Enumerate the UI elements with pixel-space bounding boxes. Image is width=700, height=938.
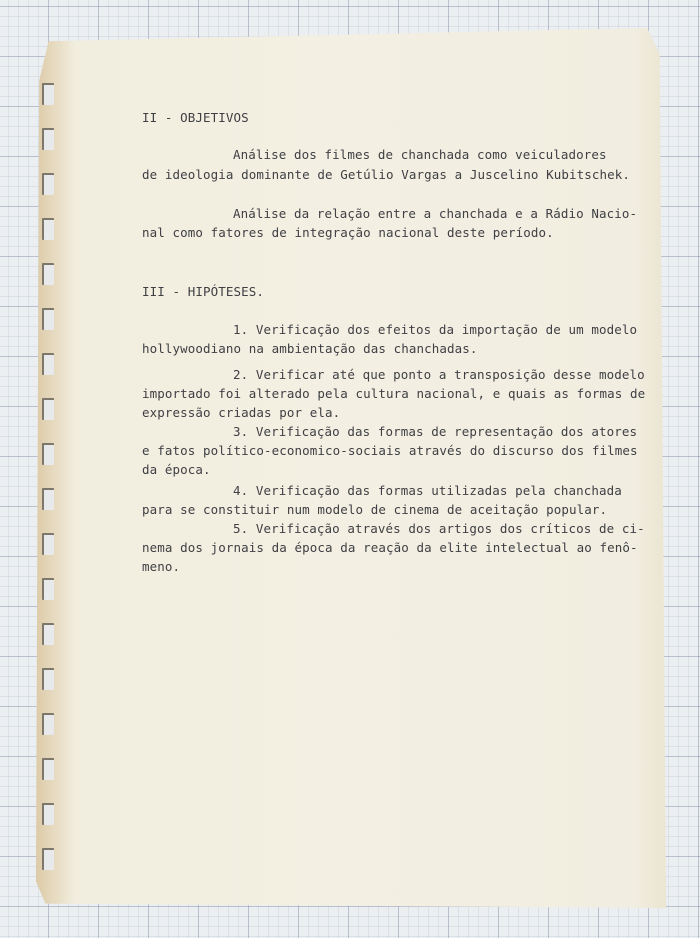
binder-hole — [42, 398, 54, 420]
binder-hole — [42, 713, 54, 735]
binder-hole — [42, 803, 54, 825]
hypothesis-line: da época. — [142, 462, 211, 477]
hypothesis-line: 1. Verificação dos efeitos da importação de um modelo — [233, 322, 638, 337]
hypothesis-line: para se constituir num modelo de cinema de aceitação popular. — [142, 502, 608, 517]
binder-hole — [42, 128, 54, 150]
hypothesis-line: hollywoodiano na ambientação das chanchadas. — [142, 341, 478, 356]
binder-hole — [42, 578, 54, 600]
hypothesis-line: e fatos político-economico-sociais através do discurso dos filmes — [142, 443, 638, 458]
hypothesis-line: 3. Verificação das formas de representação dos atores — [233, 424, 638, 439]
objectives-heading: II - OBJETIVOS — [142, 110, 249, 125]
binder-hole — [42, 488, 54, 510]
binder-hole — [42, 848, 54, 870]
binder-hole — [42, 533, 54, 555]
binder-hole — [42, 758, 54, 780]
hypothesis-line: 4. Verificação das formas utilizadas pela chanchada — [233, 483, 622, 498]
binder-hole — [42, 623, 54, 645]
binder-hole — [42, 353, 54, 375]
hypotheses-heading: III - HIPÓTESES. — [142, 284, 265, 299]
hypothesis-line: importado foi alterado pela cultura nacional, e quais as formas de — [142, 386, 646, 401]
hypothesis-line: 2. Verificar até que ponto a transposição desse modelo — [233, 367, 645, 382]
binder-hole — [42, 668, 54, 690]
hypothesis-line: 5. Verificação através dos artigos dos críticos de ci- — [233, 521, 645, 536]
hypothesis-line: meno. — [142, 559, 181, 574]
binder-hole — [42, 308, 54, 330]
objectives-paragraph-line: Análise dos filmes de chanchada como veiculadores — [233, 147, 607, 162]
binder-hole — [42, 443, 54, 465]
objectives-paragraph-line: Análise da relação entre a chanchada e a Rádio Nacio- — [233, 206, 638, 221]
binder-hole — [42, 173, 54, 195]
binder-hole — [42, 218, 54, 240]
hypothesis-line: expressão criadas por ela. — [142, 405, 341, 420]
objectives-paragraph-line: de ideologia dominante de Getúlio Vargas a Juscelino Kubitschek. — [142, 167, 631, 182]
objectives-paragraph-line: nal como fatores de integração nacional deste período. — [142, 225, 554, 240]
binder-hole — [42, 83, 54, 105]
binder-hole — [42, 263, 54, 285]
hypothesis-line: nema dos jornais da época da reação da elite intelectual ao fenô- — [142, 540, 638, 555]
